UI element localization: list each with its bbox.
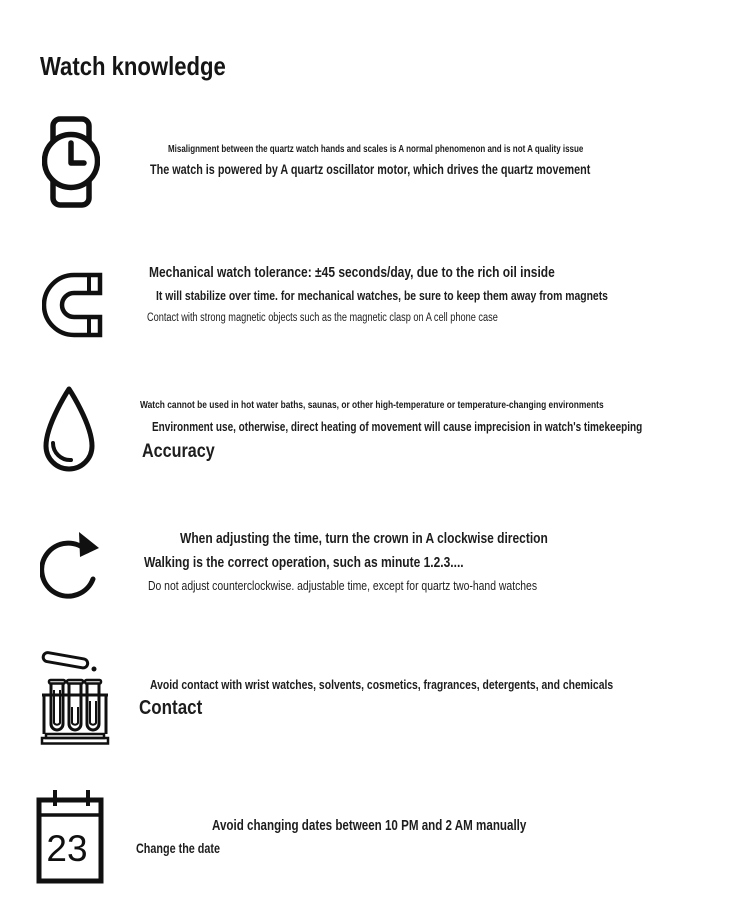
crown-heading: When adjusting the time, turn the crown in A clockwise direction: [180, 530, 548, 547]
contact-heading: Contact: [139, 697, 203, 719]
date-subheading: Change the date: [136, 841, 221, 856]
magnet-subheading: It will stabilize over time. for mechanical watches, be sure to keep them away from magnets: [156, 288, 608, 303]
calendar-day-number: 23: [46, 828, 88, 869]
crown-note: Do not adjust counterclockwise. adjustable time, except for quartz two-hand watches: [148, 578, 538, 593]
clockwise-arrow-icon: [40, 526, 102, 610]
page-title: Watch knowledge: [40, 51, 226, 82]
calendar-icon: [36, 788, 104, 884]
quartz-note: Misalignment between the quartz watch hands and scales is A normal phenomenon and is not A quality issue: [168, 144, 584, 155]
wristwatch-icon: [42, 116, 100, 208]
magnet-icon: [42, 272, 104, 338]
magnet-heading: Mechanical watch tolerance: ±45 seconds/day, due to the rich oil inside: [149, 264, 555, 281]
chemical-note: Avoid contact with wrist watches, solvents, cosmetics, fragrances, detergents, and chemicals: [150, 677, 614, 692]
crown-subheading: Walking is the correct operation, such as minute 1.2.3....: [144, 554, 464, 571]
date-heading: Avoid changing dates between 10 PM and 2 AM manually: [212, 818, 527, 834]
test-tubes-icon: [40, 650, 110, 745]
magnet-note: Contact with strong magnetic objects such as the magnetic clasp on A cell phone case: [147, 312, 498, 324]
water-drop-icon: [40, 386, 98, 478]
temperature-subheading: Environment use, otherwise, direct heating of movement will cause imprecision in watch's timekeeping: [152, 420, 643, 434]
quartz-heading: The watch is powered by A quartz oscillator motor, which drives the quartz movement: [150, 162, 591, 177]
temperature-note: Watch cannot be used in hot water baths, saunas, or other high-temperature or temperature-changing environments: [140, 399, 604, 411]
accuracy-heading: Accuracy: [142, 441, 215, 462]
